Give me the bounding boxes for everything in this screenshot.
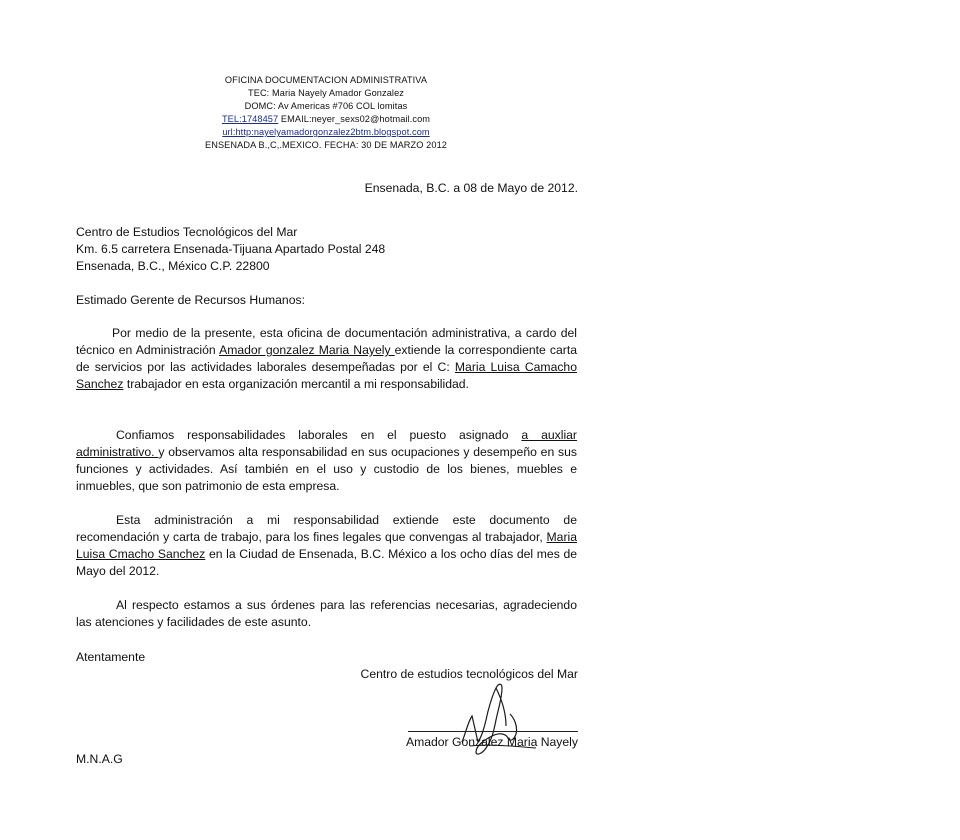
email-text: EMAIL:neyer_sexs02@hotmail.com (278, 114, 431, 124)
worker-name-2: Maria Luisa Cmacho Sanchez (76, 530, 577, 561)
paragraph-2-text-c: y observamos alta responsabilidad en sus ocupaciones y desempeño en sus funciones y actividades. Así también en el uso y custodio de los bienes, muebles e inmuebles, que son patrimonio de esta empresa. (76, 445, 577, 493)
paragraph-1-text-e: trabajador en esta organización mercantil a mi responsabilidad. (123, 377, 469, 391)
technician-name: Amador gonzalez Maria Nayely (219, 343, 395, 357)
recipient-address (76, 224, 496, 275)
letter-date: Ensenada, B.C. a 08 de Mayo de 2012. (364, 181, 578, 195)
job-position: a auxliar administrativo. (76, 428, 577, 459)
paragraph-1-text-c: extiende la correspondiente carta de servicios por las actividades laborales desempeñadas por el C: (76, 343, 578, 374)
paragraph-2-text-a: Confiamos responsabilidades laborales en el puesto asignado (116, 428, 522, 442)
letterhead-contact (186, 113, 466, 126)
letterhead-tec: TEC: Maria Nayely Amador Gonzalez (248, 88, 404, 98)
recipient-name: Centro de Estudios Tecnológicos del Mar (76, 225, 298, 239)
paragraph-1 (76, 325, 577, 393)
paragraph-3-text-c: en la Ciudad de Ensenada, B.C. México a los ocho días del mes de Mayo del 2012. (76, 547, 578, 578)
paragraph-1-text-a: Por medio de la presente, esta oficina de documentación administrativa, a cardo del técnico en Administración (76, 326, 577, 357)
initials: M.N.A.G (76, 752, 123, 766)
recipient-street: Km. 6.5 carretera Ensenada-Tijuana Apartado Postal 248 (76, 242, 386, 256)
signature-line (408, 731, 578, 732)
letterhead-url-line (186, 126, 466, 139)
paragraph-4: Al respecto estamos a sus órdenes para las referencias necesarias, agradeciendo las atenciones y facilidades de este asunto. (76, 598, 577, 629)
letterhead-office: OFICINA DOCUMENTACION ADMINISTRATIVA (224, 75, 428, 85)
paragraph-3 (76, 512, 577, 580)
phone-link[interactable]: TEL:1748457 (221, 114, 279, 124)
blog-link[interactable]: url:http:nayelyamadorgonzalez2btm.blogspot.com (222, 127, 430, 137)
paragraph-3-text-a: Esta administración a mi responsabilidad extiende este documento de recomendación y carta de trabajo, para los fines legales que convengas al trabajador, (76, 513, 577, 544)
closing: Atentamente (76, 650, 146, 664)
letterhead-address: DOMC: Av Americas #706 COL lomitas (244, 101, 408, 111)
letterhead (186, 74, 466, 152)
paragraph-2 (76, 427, 577, 495)
worker-name: Maria Luisa Camacho Sanchez (76, 360, 577, 391)
recipient-city: Ensenada, B.C., México C.P. 22800 (76, 259, 270, 273)
signature-organization: Centro de estudios tecnológicos del Mar (360, 667, 578, 681)
letterhead-city-date: ENSENADA B.,C,.MEXICO. FECHA: 30 DE MARZO 2012 (204, 140, 447, 150)
salutation: Estimado Gerente de Recursos Humanos: (76, 293, 305, 307)
signature-name: Amador Gonzalez Maria Nayely (405, 735, 578, 749)
